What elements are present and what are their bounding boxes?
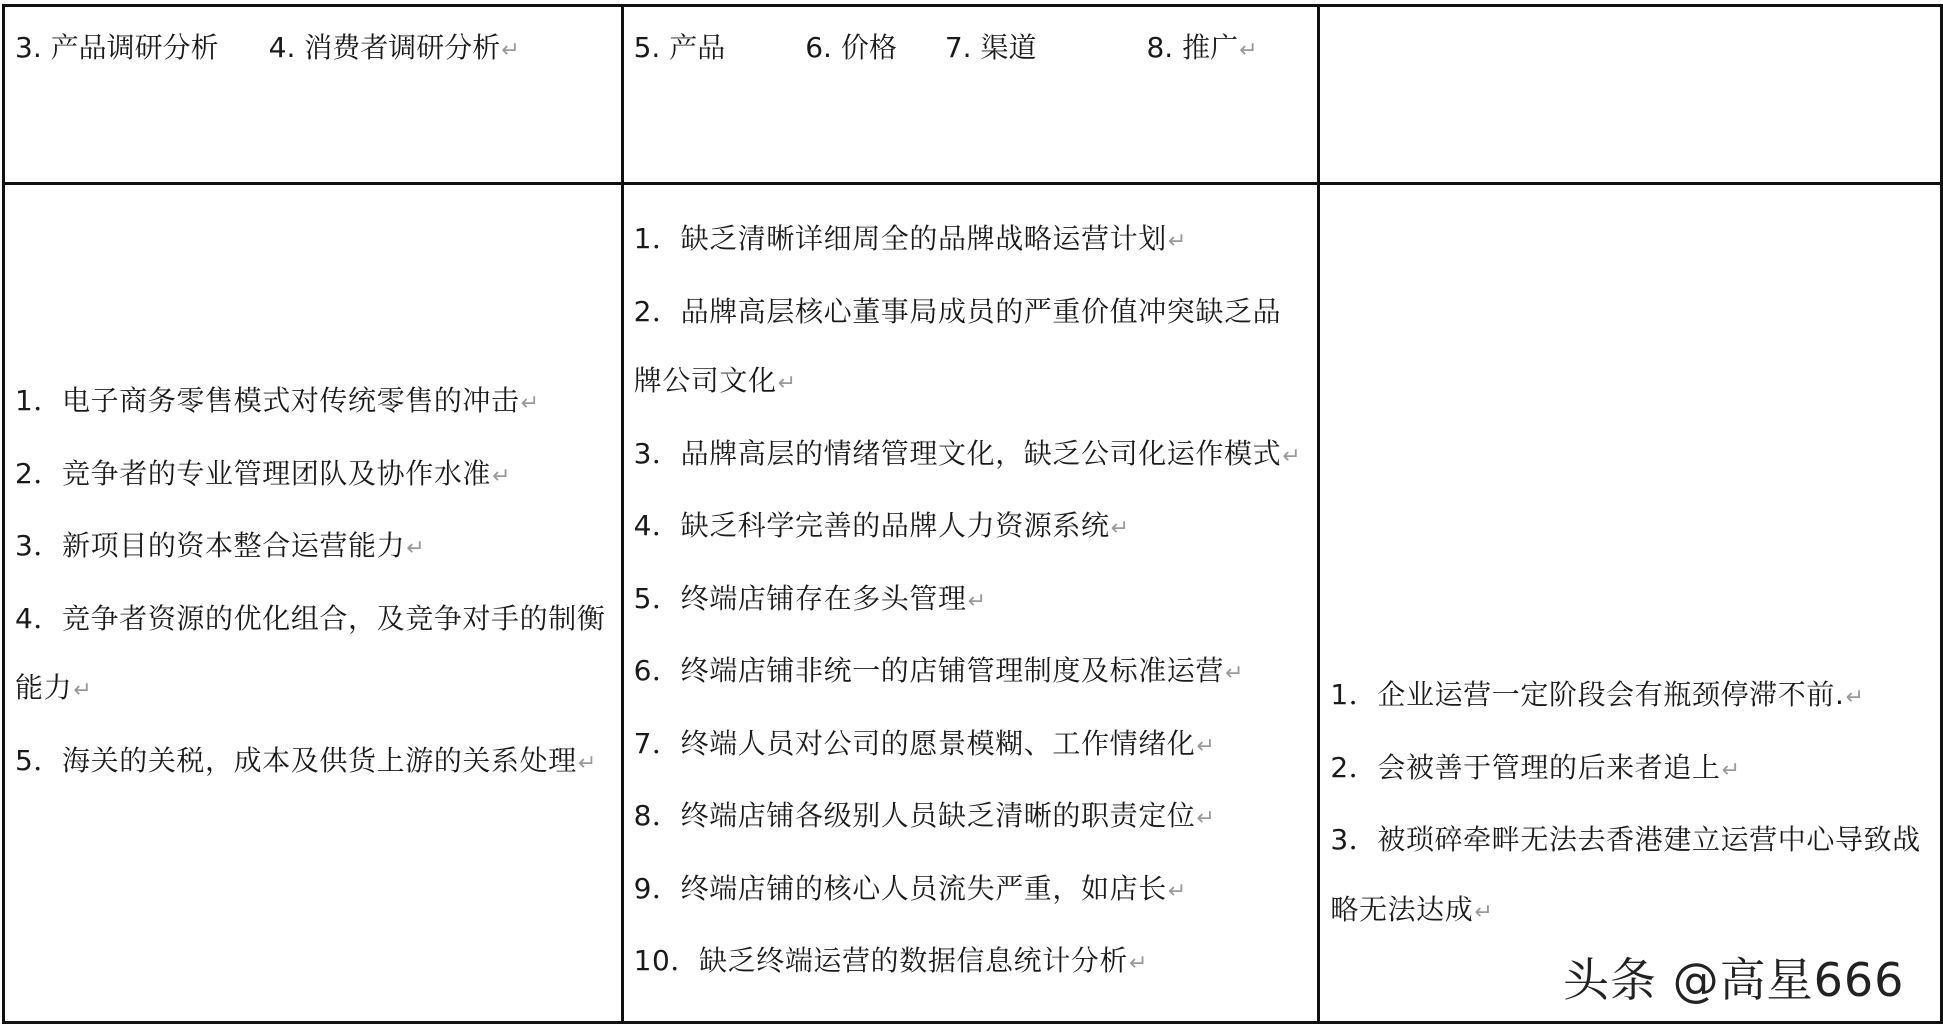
paragraph-mark-icon: ↵: [1225, 661, 1245, 686]
header-item-product: 5. 产品: [633, 31, 726, 64]
list-item: 2．会被善于管理的后来者追上↵: [1330, 750, 1741, 784]
paragraph-mark-icon: ↵: [1196, 806, 1216, 831]
list-item: 4．竞争者资源的优化组合，及竞争对手的制衡能力↵: [15, 601, 606, 704]
paragraph-mark-icon: ↵: [1167, 229, 1187, 254]
paragraph-mark-icon: ↵: [73, 678, 93, 703]
paragraph-mark-icon: ↵: [1282, 443, 1302, 469]
header-cell-research: [4, 6, 623, 184]
paragraph-mark-icon: ↵: [406, 536, 426, 561]
weaknesses-cell: [622, 184, 1319, 1023]
header-cell-4p: [622, 6, 1319, 184]
risks-list: [1320, 650, 1940, 947]
list-item: 2．品牌高层核心董事局成员的严重价值冲突缺乏品牌公司文化↵: [633, 294, 1282, 397]
paragraph-mark-icon: ↵: [492, 463, 512, 489]
threats-cell: [4, 184, 623, 1023]
analysis-table: [2, 4, 1943, 1024]
table-body-row: [4, 184, 1942, 1023]
list-item: 9．终端店铺的核心人员流失严重，如店长↵: [633, 871, 1187, 905]
risks-cell: [1319, 184, 1942, 1023]
paragraph-mark-icon: ↵: [777, 371, 797, 396]
list-item: 5．终端店铺存在多头管理↵: [633, 581, 987, 615]
list-item: 1．企业运营一定阶段会有瓶颈停滞不前.↵: [1330, 678, 1865, 711]
list-item: 3．品牌高层的情绪管理文化，缺乏公司化运作模式↵: [633, 436, 1302, 470]
header-item-promotion: 8. 推广: [1146, 31, 1239, 64]
header-item-price: 6. 价格: [805, 31, 897, 64]
paragraph-mark-icon: ↵: [1110, 516, 1130, 541]
threats-list: [5, 356, 621, 798]
header-item-product-research: 3. 产品调研分析: [15, 31, 219, 64]
list-item: 5．海关的关税，成本及供货上游的关系处理↵: [15, 743, 597, 777]
weaknesses-list: [624, 194, 1318, 999]
header-item-consumer-research: 4. 消费者调研分析: [268, 31, 501, 64]
list-item: 3．被琐碎牵畔无法去香港建立运营中心导致战略无法达成↵: [1330, 823, 1921, 926]
paragraph-mark-icon: ↵: [1721, 757, 1741, 783]
list-item: 7．终端人员对公司的愿景模糊、工作情绪化↵: [633, 726, 1216, 760]
paragraph-mark-icon: ↵: [967, 588, 987, 614]
paragraph-mark-icon: ↵: [1167, 878, 1187, 904]
header-cell-empty: [1319, 6, 1942, 184]
list-item: 3．新项目的资本整合运营能力↵: [15, 529, 426, 562]
list-item: 1．电子商务零售模式对传统零售的冲击↵: [15, 384, 540, 417]
list-item: 8．终端店铺各级别人员缺乏清晰的职责定位↵: [633, 799, 1216, 832]
table-header-row: [4, 6, 1942, 184]
list-item: 10．缺乏终端运营的数据信息统计分析↵: [633, 944, 1149, 977]
paragraph-mark-icon: ↵: [501, 38, 520, 63]
paragraph-mark-icon: ↵: [1196, 733, 1216, 759]
watermark: 头条 @高星666: [1563, 953, 1905, 1007]
header-item-channel: 7. 渠道: [944, 31, 1037, 64]
list-item: 1．缺乏清晰详细周全的品牌战略运营计划↵: [633, 222, 1187, 255]
paragraph-mark-icon: ↵: [1239, 38, 1258, 63]
paragraph-mark-icon: ↵: [520, 391, 540, 416]
paragraph-mark-icon: ↵: [577, 750, 597, 776]
list-item: 4．缺乏科学完善的品牌人力资源系统↵: [633, 509, 1130, 542]
paragraph-mark-icon: ↵: [1845, 685, 1865, 710]
paragraph-mark-icon: ↵: [1129, 951, 1149, 976]
paragraph-mark-icon: ↵: [1474, 899, 1494, 925]
list-item: 2．竞争者的专业管理团队及协作水准↵: [15, 456, 512, 490]
list-item: 6．终端店铺非统一的店铺管理制度及标准运营↵: [633, 654, 1245, 687]
